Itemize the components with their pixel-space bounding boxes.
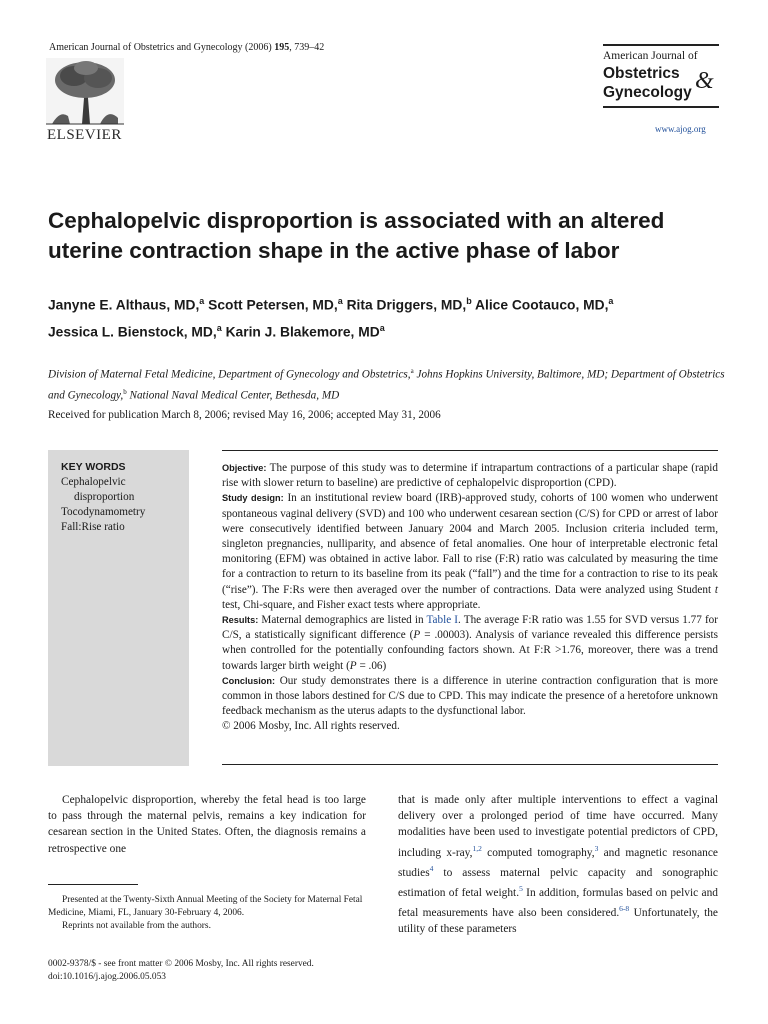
body-text: to assess maternal pelvic capacity and sonographic estimation of fetal weight. bbox=[398, 866, 718, 899]
abstract-results bbox=[222, 613, 718, 674]
body-text: that is made only after multiple interventions to effect a vaginal delivery over a prolonged period of time have occurred. Many modalities have been used to investigate potential predictors of CPD, including x-ray, bbox=[398, 794, 718, 859]
objective-text: The purpose of this study was to determine if intrapartum contractions of a particular shape (rapid rise with slower return to baseline) are predictive of cephalopelvic disproportion (CPD). bbox=[222, 462, 718, 490]
author-list bbox=[48, 290, 738, 343]
conclusion-text: Our study demonstrates there is a difference in uterine contraction configuration that is more common in those labors destined for C/S due to CPD. This may indicate the presence of a heretofore unknown feedback mechanism as the uterus adapts to the dysfunctional labor. bbox=[222, 674, 718, 718]
objective-label: Objective: bbox=[222, 463, 267, 473]
author-name: Jessica L. Bienstock, MD, bbox=[48, 324, 217, 340]
masthead-top-rule bbox=[603, 44, 719, 46]
body-text: Unfortunately, the utility of these parameters bbox=[398, 906, 718, 935]
t-italic: t bbox=[714, 583, 718, 596]
abstract-conclusion bbox=[222, 674, 718, 720]
abstract bbox=[222, 461, 718, 735]
received-dates: Received for publication March 8, 2006; revised May 16, 2006; accepted May 31, 2006 bbox=[48, 409, 441, 421]
keywords-list bbox=[61, 475, 185, 535]
abstract-top-rule bbox=[222, 450, 718, 451]
journal-url-link[interactable]: www.ajog.org bbox=[655, 124, 706, 134]
masthead-line1: American Journal of bbox=[603, 50, 698, 62]
author-affiliation-mark: a bbox=[199, 296, 205, 306]
abstract-study-design bbox=[222, 491, 718, 613]
results-text: = .00003). Analysis of variance revealed this difference persists when controlled for the potentially confounding factors shown. At F:R >1.76, moreover, there was a trend towards larger birth weight ( bbox=[222, 629, 718, 672]
journal-citation bbox=[49, 42, 324, 53]
body-text: and magnetic resonance studies bbox=[398, 846, 718, 879]
footnote-presented: Presented at the Twenty-Sixth Annual Meeting of the Society for Maternal Fetal Medicine, Miami, FL, January 30-February 4, 2006. bbox=[48, 895, 363, 918]
body-left-column bbox=[48, 792, 366, 857]
doi-line: doi:10.1016/j.ajog.2006.05.053 bbox=[48, 972, 166, 982]
affiliation-text: Division of Maternal Fetal Medicine, Department of Gynecology and Obstetrics, bbox=[48, 368, 411, 381]
p-italic: P bbox=[413, 629, 421, 642]
reference-link[interactable]: 4 bbox=[429, 863, 434, 873]
affiliation-mark: b bbox=[123, 387, 127, 396]
front-matter-copyright bbox=[48, 958, 388, 984]
conclusion-label: Conclusion: bbox=[222, 675, 276, 686]
journal-masthead bbox=[603, 44, 719, 108]
abstract-objective bbox=[222, 461, 718, 491]
masthead-line2: Obstetrics bbox=[603, 65, 680, 82]
keyword-item: Fall:Rise ratio bbox=[61, 521, 125, 533]
keyword-item: disproportion bbox=[74, 491, 135, 503]
author-name: Alice Cootauco, MD, bbox=[475, 297, 609, 313]
keyword-item: Tocodynamometry bbox=[61, 506, 146, 518]
results-label: Results: bbox=[222, 615, 259, 626]
author-affiliation-mark: a bbox=[216, 322, 222, 333]
results-text: = .06) bbox=[356, 659, 387, 672]
results-text: Maternal demographics are listed in bbox=[258, 614, 427, 627]
author-affiliation-mark: a bbox=[379, 322, 385, 333]
keyword-item: Cephalopelvic bbox=[61, 476, 126, 488]
results-text: . The average F:R ratio was 1.55 for SVD versus 1.77 for C/S, a statistically significant difference ( bbox=[222, 614, 718, 642]
affiliation-mark: a bbox=[410, 367, 414, 375]
abstract-bottom-rule bbox=[222, 764, 718, 765]
affiliation-text: Johns Hopkins University, Baltimore, MD; Department of Obstetrics and Gynecology, bbox=[48, 368, 725, 402]
footnotes bbox=[48, 894, 366, 933]
affiliation-text: National Naval Medical Center, Bethesda, MD bbox=[126, 389, 340, 402]
masthead-bottom-rule bbox=[603, 106, 719, 108]
table-link[interactable]: Table I bbox=[426, 614, 459, 627]
footnote-rule bbox=[48, 884, 138, 885]
author-affiliation-mark: a bbox=[608, 296, 614, 306]
citation-pages: , 739–42 bbox=[289, 42, 325, 53]
citation-journal: American Journal of Obstetrics and Gynecology (2006) bbox=[49, 42, 275, 53]
study-design-label: Study design: bbox=[222, 493, 284, 504]
author-name: Scott Petersen, MD, bbox=[208, 297, 338, 313]
author-name: Karin J. Blakemore, MD bbox=[225, 324, 380, 340]
author-name: Janyne E. Althaus, MD, bbox=[48, 297, 200, 313]
reference-link[interactable]: 5 bbox=[519, 883, 523, 893]
masthead-ampersand: & bbox=[695, 68, 714, 94]
author-name: Rita Driggers, MD, bbox=[346, 297, 467, 313]
footnote-reprints: Reprints not available from the authors. bbox=[62, 921, 211, 931]
body-paragraph: Cephalopelvic disproportion, whereby the fetal head is too large to pass through the maternal pelvis, remains a key indication for cesarean section in the United States. Often, the diagnosis remains a retrospective one bbox=[48, 794, 366, 855]
body-text: In addition, formulas based on pelvic and fetal measurements have also been considered. bbox=[398, 886, 718, 919]
body-right-column bbox=[398, 792, 718, 937]
reference-link[interactable]: 6-8 bbox=[619, 903, 630, 913]
p-italic: P bbox=[349, 659, 357, 672]
elsevier-tree-logo bbox=[46, 58, 124, 138]
abstract-copyright: © 2006 Mosby, Inc. All rights reserved. bbox=[222, 720, 400, 733]
reference-link[interactable]: 1,2 bbox=[472, 843, 482, 853]
issn-line: 0002-9378/$ - see front matter © 2006 Mosby, Inc. All rights reserved. bbox=[48, 959, 314, 969]
publisher-name: ELSEVIER bbox=[47, 127, 122, 143]
masthead-line3: Gynecology bbox=[603, 84, 692, 101]
study-design-text: In an institutional review board (IRB)-approved study, cohorts of 100 women who underwent spontaneous vaginal delivery (SVD) and 100 who underwent cesarean section (C/S) for CPD or arrest of labor were consecutively identified between January 2004 and March 2005. Inclusion criteria included term, singleton pregnancies, nulliparity, and absence of fetal anomalies. One hour of interpretable electronic fetal monitoring (EFM) was obtained in active labor. Fall to rise (F:R) ratio was calculated by measuring the time for a contraction to return to its baseline from its peak (“fall”) and the time for a contraction to rise to its peak (“rise”). The F:Rs were then averaged over the number of contractions. Data were analyzed using Student bbox=[222, 492, 718, 596]
author-affiliations bbox=[48, 363, 728, 404]
body-text: computed tomography, bbox=[481, 846, 595, 859]
body-paragraph bbox=[398, 792, 718, 937]
reference-link[interactable]: 3 bbox=[594, 843, 599, 853]
article-title: Cephalopelvic disproportion is associated with an altered uterine contraction shape in the active phase of labor bbox=[48, 208, 665, 263]
citation-volume: 195 bbox=[274, 42, 290, 53]
study-design-text-end: test, Chi-square, and Fisher exact tests where appropriate. bbox=[222, 598, 481, 611]
keywords-title: KEY WORDS bbox=[61, 461, 126, 473]
author-affiliation-mark: a bbox=[337, 296, 343, 306]
author-affiliation-mark: b bbox=[466, 296, 472, 306]
